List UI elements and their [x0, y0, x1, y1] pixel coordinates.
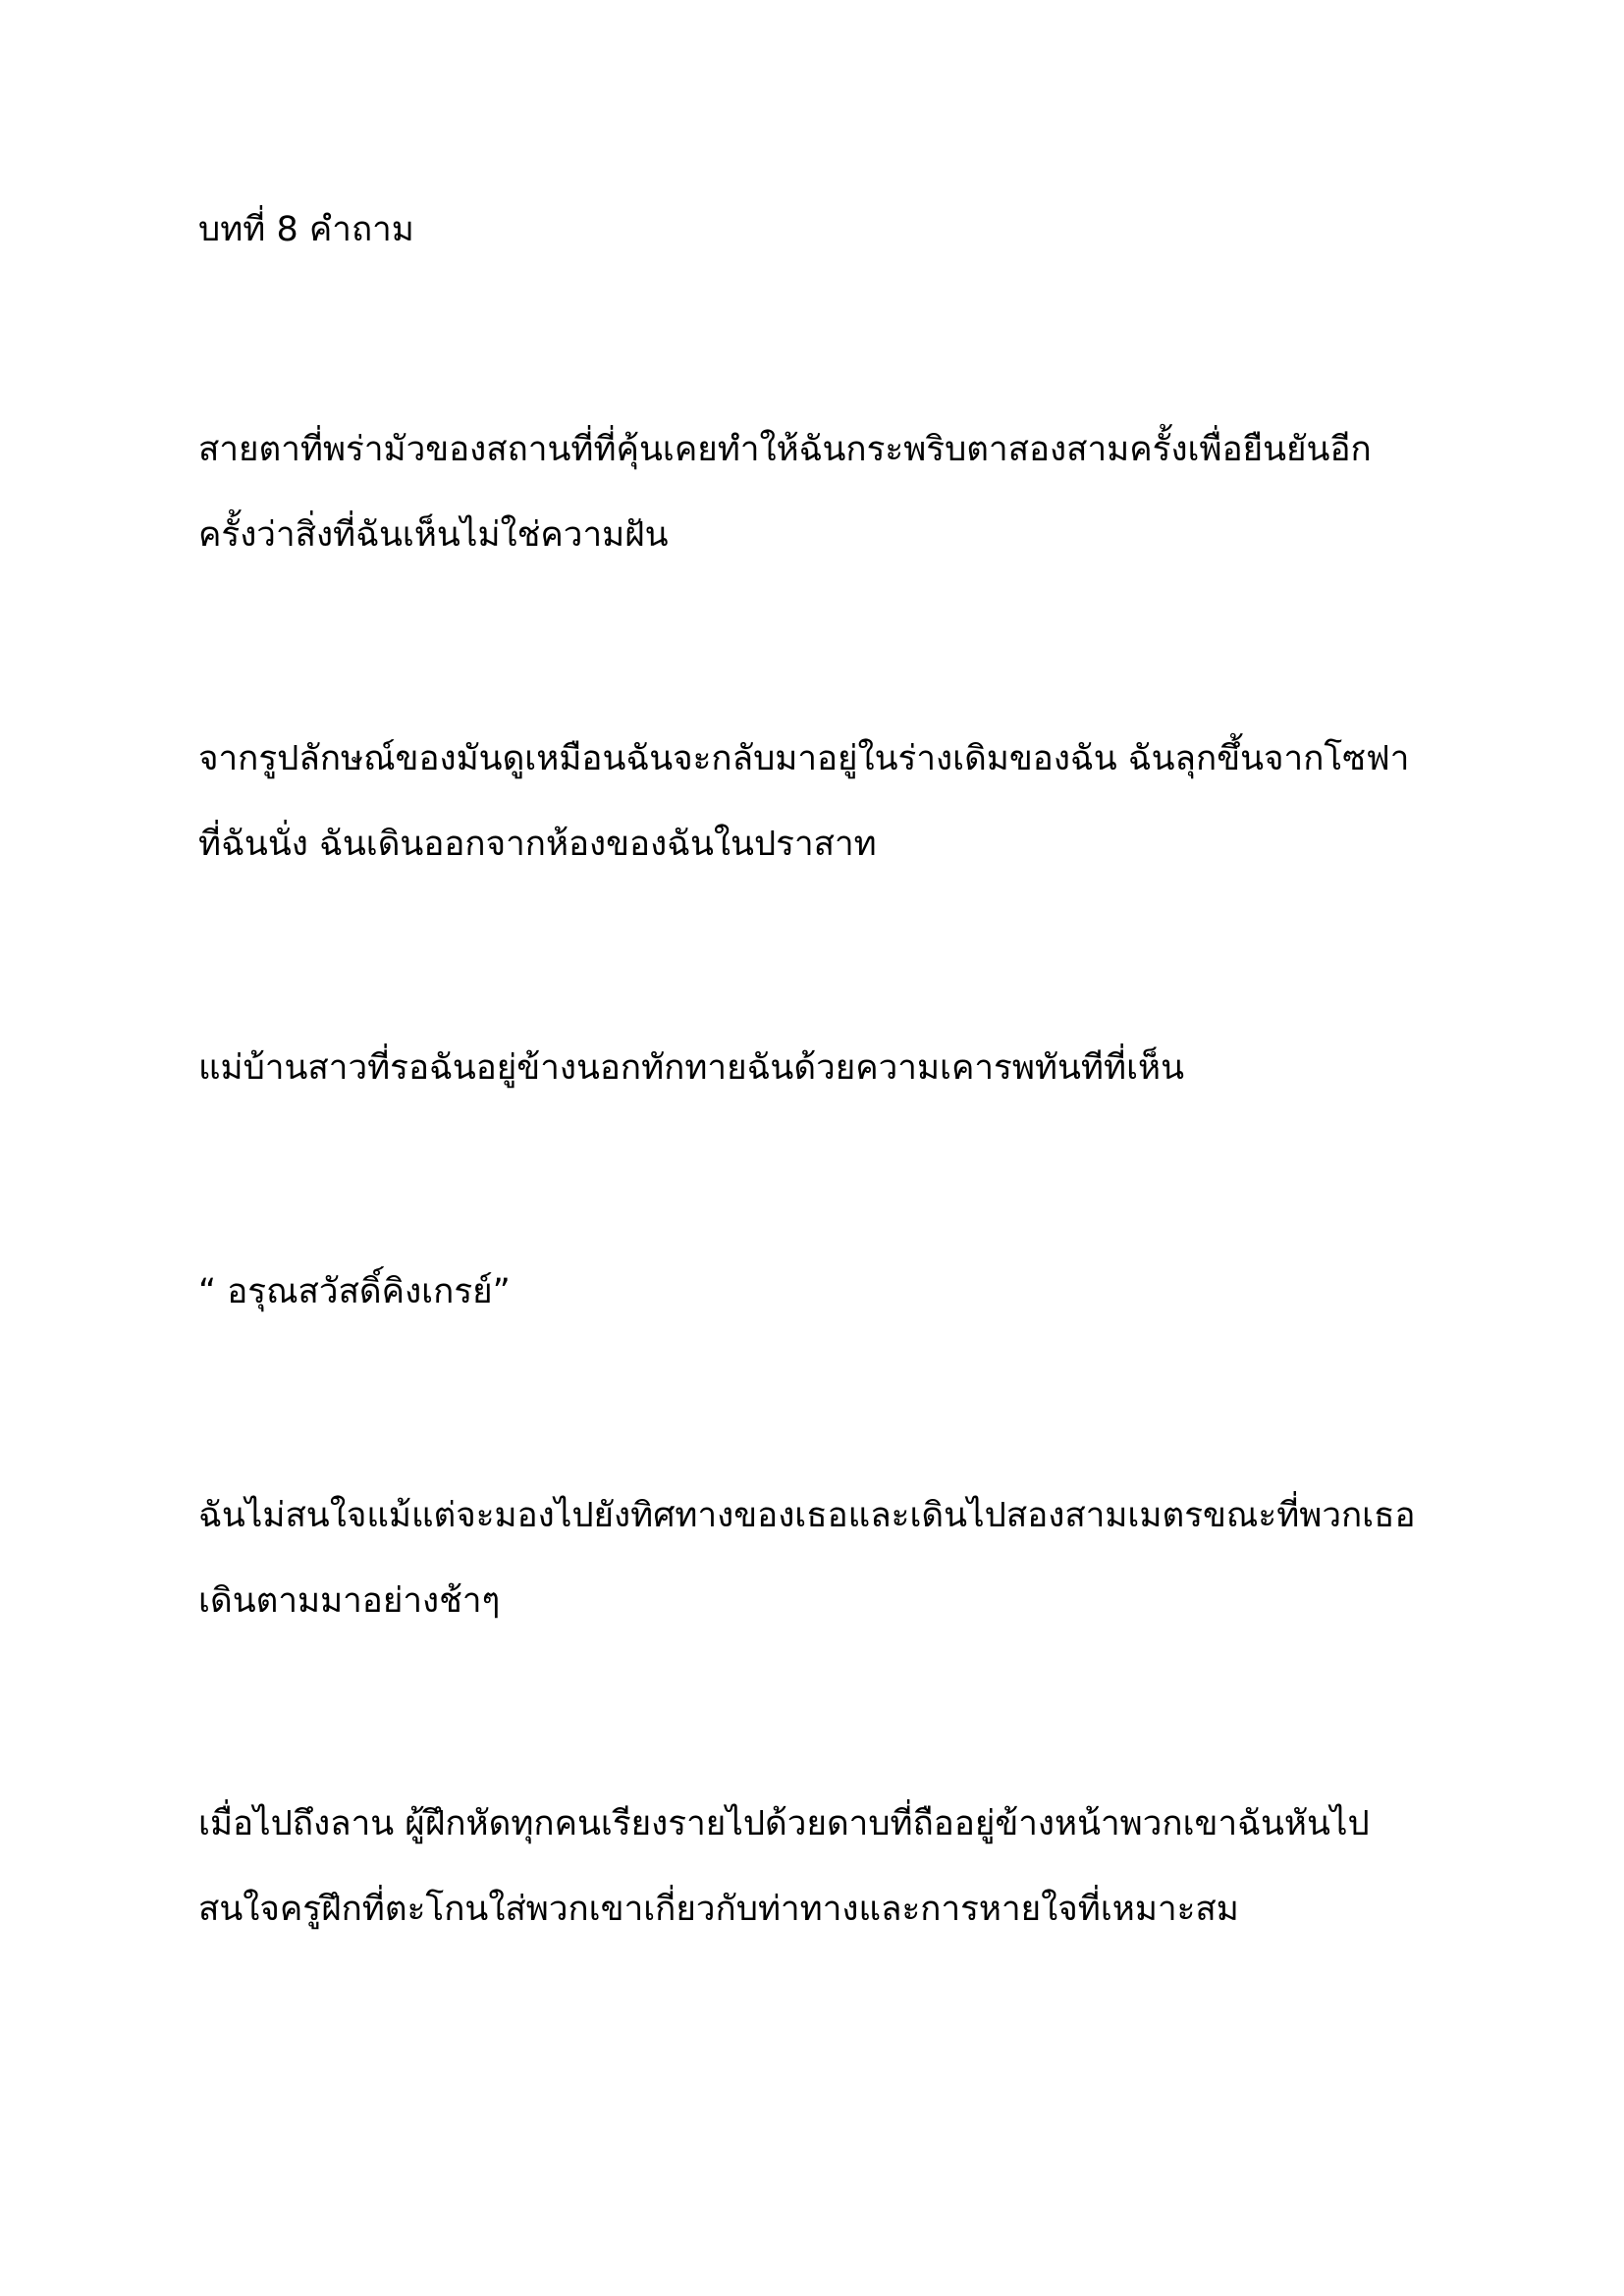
paragraph-6-line-2: สนใจครูฝึกที่ตะโกนใส่พวกเขาเกี่ยวกับท่าทางและการหายใจที่เหมาะสม [198, 1890, 1239, 1929]
chapter-title: บทที่ 8 คำถาม [198, 210, 414, 249]
paragraph-2-line-2: ที่ฉันนั่ง ฉันเดินออกจากห้องของฉันในปราสาท [198, 825, 877, 864]
paragraph-3-line-1: แม่บ้านสาวที่รอฉันอยู่ข้างนอกทักทายฉันด้วยความเคารพทันทีที่เห็น [198, 1048, 1185, 1088]
paragraph-6-line-1: เมื่อไปถึงลาน ผู้ฝึกหัดทุกคนเรียงรายไปด้วยดาบที่ถืออยู่ข้างหน้าพวกเขาฉันหันไป [198, 1804, 1370, 1843]
paragraph-2-line-1: จากรูปลักษณ์ของมันดูเหมือนฉันจะกลับมาอยู่ในร่างเดิมของฉัน ฉันลุกขึ้นจากโซฟา [198, 739, 1410, 778]
paragraph-5-line-1: ฉันไม่สนใจแม้แต่จะมองไปยังทิศทางของเธอและเดินไปสองสามเมตรขณะที่พวกเธอ [198, 1496, 1416, 1535]
dialogue-line: “ อรุณสวัสดิ์คิงเกรย์” [198, 1272, 511, 1311]
paragraph-1-line-2: ครั้งว่าสิ่งที่ฉันเห็นไม่ใช่ความฝัน [198, 515, 669, 555]
paragraph-5-line-2: เดินตามมาอย่างช้าๆ [198, 1581, 501, 1621]
paragraph-1-line-1: สายตาที่พร่ามัวของสถานที่ที่คุ้นเคยทำให้ฉันกระพริบตาสองสามครั้งเพื่อยืนยันอีก [198, 430, 1372, 469]
